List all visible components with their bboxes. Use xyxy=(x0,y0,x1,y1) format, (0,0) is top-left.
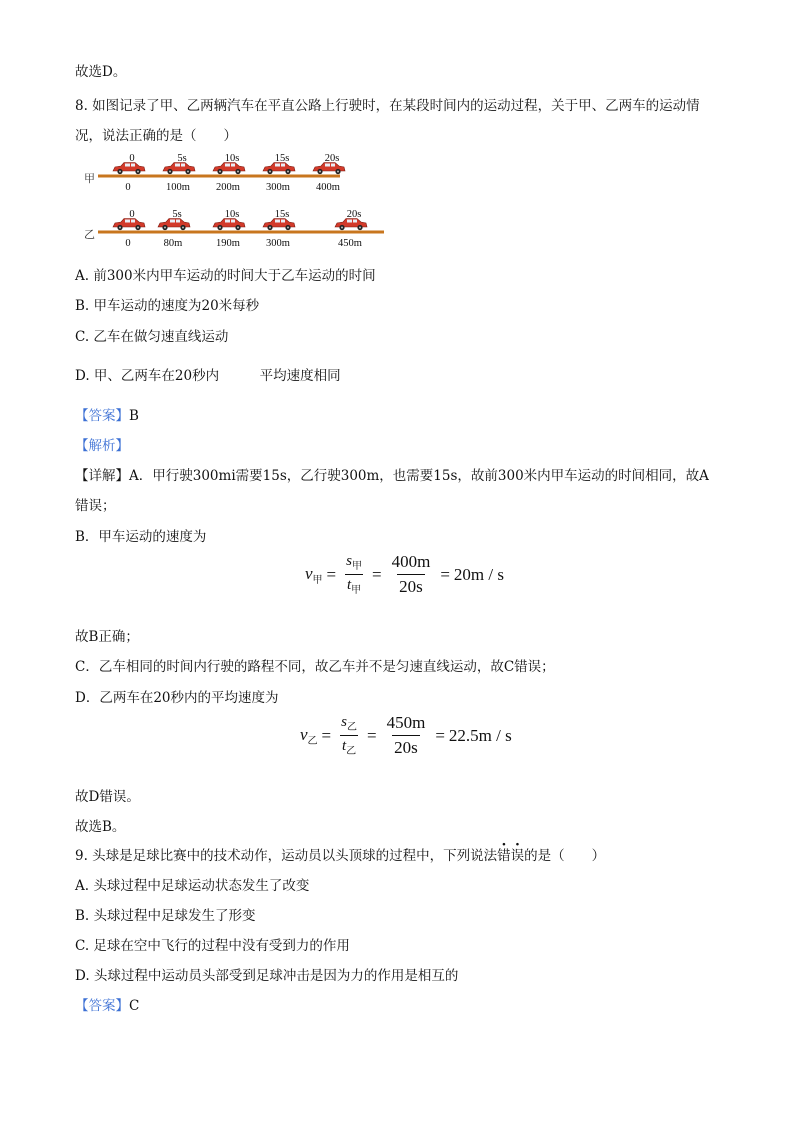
yi-distance-3: 300m xyxy=(266,238,290,248)
answer-tag: 【答案】 xyxy=(75,408,129,424)
jia-distance-1: 100m xyxy=(166,182,190,193)
answer-9-value: C xyxy=(129,998,140,1014)
eq1-result: 20m / s xyxy=(453,564,504,584)
detail-d: D．乙两车在20秒内的平均速度为 xyxy=(75,690,279,706)
yi-car-1 xyxy=(158,219,190,231)
d-wrong: 故D错误。 xyxy=(75,789,140,805)
jia-time-4: 20s xyxy=(324,153,340,164)
option-9-a: A. 头球过程中足球运动状态发生了改变 xyxy=(75,878,310,894)
question-8-stem-line1: 8. 如图记录了甲、乙两辆汽车在平直公路上行驶时，在某段时间内的运动过程，关于甲、乙两车的运动情 xyxy=(75,98,700,114)
eq2-equals-2: = xyxy=(366,725,377,745)
yi-car-0 xyxy=(113,219,145,231)
analysis-tag: 【解析】 xyxy=(75,438,129,454)
jia-distance-4: 400m xyxy=(316,182,340,193)
option-8-b: B. 甲车运动的速度为20米每秒 xyxy=(75,298,260,314)
equation-yi-speed xyxy=(300,713,512,758)
eq2-v: $v_乙$ xyxy=(300,724,318,747)
yi-time-4: 20s xyxy=(346,209,362,220)
option-8-a: A. 前300米内甲车运动的时间大于乙车运动的时间 xyxy=(75,268,376,284)
choose-b: 故选B。 xyxy=(75,819,126,835)
yi-time-1: 5s xyxy=(172,209,182,220)
detail-a-line2: 错误； xyxy=(75,498,116,514)
jia-car-1 xyxy=(163,163,195,175)
detail-a-text: A．甲行驶300mi需要15s，乙行驶300m，也需要15s，故前300米内甲车运动的时间相同，故A xyxy=(129,468,709,484)
jia-label: 甲 xyxy=(84,173,95,185)
yi-distance-0: 0 xyxy=(125,238,131,248)
yi-row xyxy=(84,209,384,248)
jia-time-3: 15s xyxy=(274,153,290,164)
answer-8 xyxy=(75,406,139,426)
jia-distance-2: 200m xyxy=(216,182,240,193)
jia-car-0 xyxy=(113,163,145,175)
option-9-b: B. 头球过程中足球发生了形变 xyxy=(75,908,256,924)
detail-tag: 【详解】 xyxy=(75,468,129,484)
yi-label: 乙 xyxy=(84,229,95,241)
question-8-stem-line2: 况，说法正确的是（ ） xyxy=(75,128,237,144)
yi-car-2 xyxy=(213,219,245,231)
yi-distance-2: 190m xyxy=(216,238,240,248)
answer-8-value: B xyxy=(129,408,139,424)
b-correct: 故B正确； xyxy=(75,629,139,645)
jia-time-2: 10s xyxy=(224,153,240,164)
eq2-equals-3: = xyxy=(435,725,445,745)
eq2-frac-numeric: $\frac{450m}{20s}$ xyxy=(386,713,426,757)
eq1-equals-3: = xyxy=(440,564,450,584)
jia-car-4 xyxy=(313,163,345,175)
option-8-c: C. 乙车在做匀速直线运动 xyxy=(75,329,229,345)
eq2-result: 22.5m / s xyxy=(448,725,512,745)
detail-b: B．甲车运动的速度为 xyxy=(75,529,207,545)
detail-a-line1 xyxy=(75,466,709,486)
answer-tag-9: 【答案】 xyxy=(75,998,129,1014)
eq1-frac-symbolic: $\frac{s_甲}{t_甲}$ xyxy=(346,553,362,596)
eq1-v: $v_甲$ xyxy=(305,563,323,586)
yi-time-3: 15s xyxy=(274,209,290,220)
jia-row xyxy=(84,153,345,193)
option-9-c: C. 足球在空中飞行的过程中没有受到力的作用 xyxy=(75,938,350,954)
eq2-frac-symbolic: $\frac{s_乙}{t_乙}$ xyxy=(341,714,357,757)
eq1-frac-numeric: $\frac{400m}{20s}$ xyxy=(391,552,431,596)
emphasis-char-2: 误 xyxy=(510,848,525,864)
jia-car-3 xyxy=(263,163,295,175)
yi-time-0: 0 xyxy=(129,209,135,220)
prev-conclusion: 故选D。 xyxy=(75,64,127,80)
jia-distance-0: 0 xyxy=(125,182,131,193)
detail-c: C．乙车相同的时间内行驶的路程不同，故乙车并不是匀速直线运动，故C错误； xyxy=(75,659,555,675)
question-9-stem: 9. 头球是足球比赛中的技术动作，运动员以头顶球的过程中，下列说法错误的是（ ） xyxy=(75,848,606,864)
option-8-d: D. 甲、乙两车在20秒内 平均速度相同 xyxy=(75,368,341,384)
eq2-equals: = xyxy=(321,725,332,745)
option-9-d: D. 头球过程中运动员头部受到足球冲击是因为力的作用是相互的 xyxy=(75,968,459,984)
yi-distance-4: 450m xyxy=(338,238,362,248)
yi-distance-1: 80m xyxy=(163,238,183,248)
yi-car-3 xyxy=(263,219,295,231)
answer-9 xyxy=(75,996,139,1016)
eq1-equals: = xyxy=(326,564,337,584)
yi-car-4 xyxy=(335,219,367,231)
car-motion-figure xyxy=(78,148,398,248)
jia-time-1: 5s xyxy=(177,153,187,164)
eq1-equals-2: = xyxy=(371,564,382,584)
jia-distance-3: 300m xyxy=(266,182,290,193)
yi-time-2: 10s xyxy=(224,209,240,220)
equation-jia-speed xyxy=(305,552,504,597)
jia-car-2 xyxy=(213,163,245,175)
jia-time-0: 0 xyxy=(129,153,135,164)
emphasis-char-1: 错 xyxy=(497,848,511,864)
